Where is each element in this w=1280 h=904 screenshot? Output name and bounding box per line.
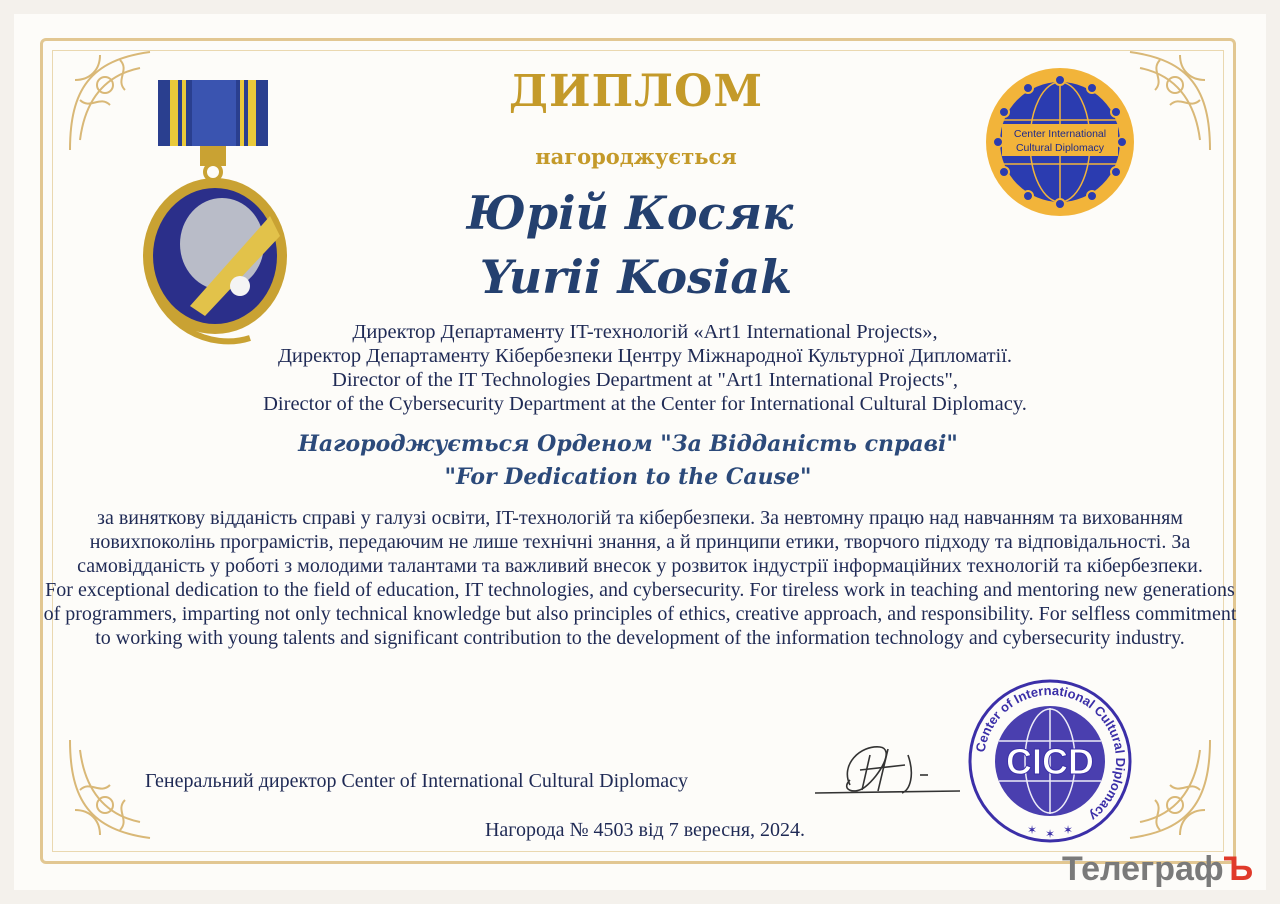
logo-line-2: Cultural Diplomacy [1015, 142, 1105, 154]
citation-en: For exceptional dedication to the field of education, IT technologies, and cybersecurity. For tireless work in teaching and mentoring new generations of programmers, imparting not only technical knowledge but also principles of ethics, creative approach, and responsibility. For selfless commitment to working with young talents and significant contribution to the development of the information technology and cybersecurity industry. [43, 579, 1237, 649]
citation-block [40, 506, 1240, 650]
svg-text:✶: ✶ [1027, 823, 1038, 837]
order-title-en: "For Dedication to the Cause" [444, 464, 812, 490]
position-line: Director of the IT Technologies Department at "Art1 International Projects", [332, 369, 958, 391]
recipient-name-en: Yurii Kosiak [479, 250, 793, 304]
stamp-ring-text: Center of International Cultural Diplomacy [972, 682, 1129, 825]
watermark-text: Телеграф [1062, 850, 1224, 888]
watermark [1062, 850, 1253, 889]
logo-line-1: Center International [1013, 128, 1107, 140]
award-number: Нагорода № 4503 від 7 вересня, 2024. [484, 819, 806, 841]
diploma-subtitle: нагороджується [535, 144, 737, 169]
general-director-label: Генеральний директор Center of International Cultural Diplomacy [145, 770, 689, 792]
recipient-name-uk: Юрій Косяк [466, 186, 794, 240]
stamp-acronym: CICD [1006, 741, 1094, 782]
position-line: Director of the Cybersecurity Department at the Center for International Cultural Diplomacy. [263, 393, 1027, 415]
order-block [0, 428, 1256, 494]
position-line: Директор Департаменту IT-технологій «Art1 International Projects», [352, 321, 938, 343]
positions-block [0, 320, 1280, 416]
svg-text:✶: ✶ [1063, 823, 1074, 837]
position-line: Директор Департаменту Кібербезпеки Центру Міжнародної Культурної Дипломатії. [277, 345, 1013, 367]
diploma-title: ДИПЛОМ [508, 66, 764, 117]
order-title-uk: Нагороджується Орденом "За Відданість справі" [298, 431, 958, 457]
watermark-hard-sign: Ъ [1223, 850, 1254, 888]
citation-uk: за виняткову відданість справі у галузі освіти, IT-технологій та кібербезпеки. За невтомну працю над навчанням та вихованням новихпоколінь програмістів, передаючим не лише технічні знання, а й принципи етики, творчого підходу та відповідальності. За самовідданість у роботі з молодими талантами та важливий внесок у розвиток індустрії інформаційних технологій та кібербезпеки. [77, 507, 1203, 577]
svg-text:✶: ✶ [1045, 827, 1056, 841]
signature-icon [810, 735, 990, 805]
